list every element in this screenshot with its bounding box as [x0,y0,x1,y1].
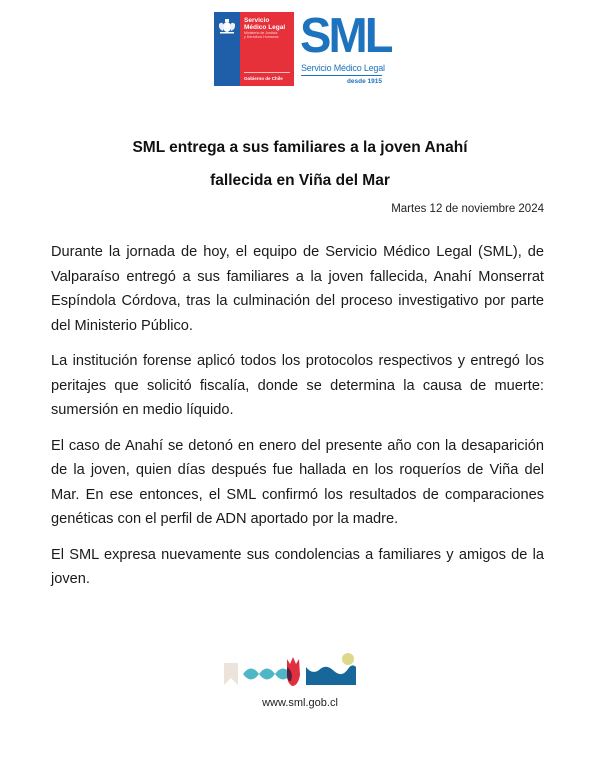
bookmark-shape-icon [224,663,238,685]
sml-logo-subtitle: Servicio Médico Legal [301,63,385,73]
navy-waves-icon [306,665,356,685]
gov-logo-footer: Gobierno de Chile [244,76,283,81]
gobierno-de-chile-logo [214,12,294,86]
gov-logo-ministry-line1: Ministerio de Justicia [244,31,278,35]
gov-logo-line2: Médico Legal [244,24,286,31]
gov-logo-ministry [244,31,279,39]
yellow-sun-icon [342,653,354,665]
footer-decorative-graphic [224,653,374,687]
gov-logo-ministry-line2: y Derechos Humanos [244,35,279,40]
teal-bead-icon [243,669,259,680]
gov-logo-blue-panel [214,12,240,86]
body-paragraph: El SML expresa nuevamente sus condolencias a familiares y amigos de la joven. [51,546,544,587]
body-paragraph: Durante la jornada de hoy, el equipo de Servicio Médico Legal (SML), de Valparaíso entregó a sus familiares a la joven fallecida, Anahí Monserrat Espíndola Córdova, tras la culminación del proceso investigativo por parte del Ministerio Público. [51,244,544,334]
press-release-body [51,240,544,603]
gov-logo-red-panel [240,12,294,86]
body-paragraph: El caso de Anahí se detonó en enero del presente año con la desaparición de la joven, quien días después fue hallada en los roqueríos de Viña del Mar. En ese entonces, el SML confirmó los resultados de comparaciones genéticas con el perfil de ADN aportado por la madre. [51,437,544,527]
press-release-title-line2: fallecida en Viña del Mar [210,172,390,189]
website-url[interactable]: www.sml.gob.cl [262,697,338,709]
body-paragraph: La institución forense aplicó todos los protocolos respectivos y entregó los peritajes que solicitó fiscalía, donde se determina la causa de muerte: sumersión en medio líquido. [51,353,544,418]
sml-logo [300,9,391,92]
sml-logo-divider [301,75,382,76]
sml-logo-since: desde 1915 [346,78,382,85]
gov-logo-line1: Servicio [244,17,270,24]
teal-bead-icon [259,669,275,680]
sml-logo-mark: SML [300,9,391,63]
gov-logo-divider [244,72,290,73]
press-release-title-line1: SML entrega a sus familiares a la joven Anahí [132,139,468,156]
gov-logo-service-name [244,17,285,31]
press-release-date: Martes 12 de noviembre 2024 [391,203,544,215]
chile-coat-of-arms-icon [217,18,237,34]
header-logos [214,9,391,92]
